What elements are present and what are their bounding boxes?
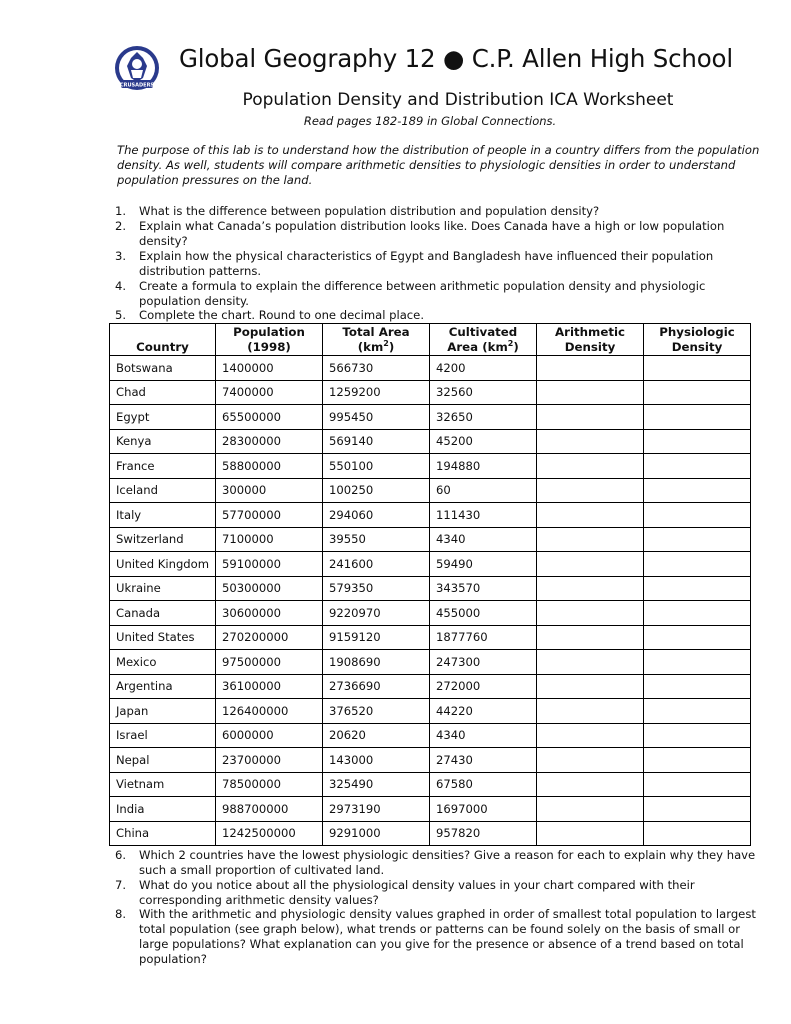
cell-cultivated-area: 247300 xyxy=(430,650,537,675)
cell-physiologic-density[interactable] xyxy=(644,625,751,650)
cell-physiologic-density[interactable] xyxy=(644,429,751,454)
table-row xyxy=(110,454,751,479)
cell-total-area: 9291000 xyxy=(323,821,430,846)
cell-arithmetic-density[interactable] xyxy=(537,429,644,454)
cell-arithmetic-density[interactable] xyxy=(537,503,644,528)
cell-total-area: 2736690 xyxy=(323,674,430,699)
cell-arithmetic-density[interactable] xyxy=(537,772,644,797)
cell-population: 36100000 xyxy=(216,674,323,699)
cell-total-area: 20620 xyxy=(323,723,430,748)
table-row xyxy=(110,821,751,846)
cell-population: 58800000 xyxy=(216,454,323,479)
cell-population: 28300000 xyxy=(216,429,323,454)
table-row xyxy=(110,405,751,430)
purpose-paragraph: The purpose of this lab is to understand how the distribution of people in a country differs from the population density. As well, students will compare arithmetic densities to physiologic densities in order to understand population pressures on the land. xyxy=(117,143,760,187)
cell-country: Botswana xyxy=(110,356,216,381)
table-row xyxy=(110,576,751,601)
cell-arithmetic-density[interactable] xyxy=(537,454,644,479)
cell-country: Iceland xyxy=(110,478,216,503)
cell-physiologic-density[interactable] xyxy=(644,454,751,479)
cell-physiologic-density[interactable] xyxy=(644,723,751,748)
cell-country: Israel xyxy=(110,723,216,748)
question-text: With the arithmetic and physiologic density values graphed in order of smallest total population to largest total population (see graph below), what trends or patterns can be found solely on the basis of small or large populations? What explanation can you give for the presence or absence of a trend based on total population? xyxy=(139,907,756,966)
cell-total-area: 376520 xyxy=(323,699,430,724)
cell-total-area: 241600 xyxy=(323,552,430,577)
cell-physiologic-density[interactable] xyxy=(644,674,751,699)
question-number: 1. xyxy=(115,204,127,218)
header-cultivated-area: Cultivated Area $(km^2)$ xyxy=(430,324,537,356)
cell-arithmetic-density[interactable] xyxy=(537,405,644,430)
cell-population: 1242500000 xyxy=(216,821,323,846)
table-row xyxy=(110,797,751,822)
cell-total-area: 9220970 xyxy=(323,601,430,626)
table-row xyxy=(110,723,751,748)
cell-physiologic-density[interactable] xyxy=(644,527,751,552)
school-title: Global Geography 12 ● C.P. Allen High School xyxy=(179,44,733,73)
cell-country: Canada xyxy=(110,601,216,626)
header-country: Country xyxy=(110,324,216,356)
cell-cultivated-area: 27430 xyxy=(430,748,537,773)
cell-arithmetic-density[interactable] xyxy=(537,527,644,552)
cell-country: China xyxy=(110,821,216,846)
question-text: Create a formula to explain the difference between arithmetic population density and physiologic population density. xyxy=(139,279,706,308)
school-crest-logo xyxy=(113,44,161,92)
cell-physiologic-density[interactable] xyxy=(644,405,751,430)
cell-cultivated-area: 60 xyxy=(430,478,537,503)
cell-total-area: 569140 xyxy=(323,429,430,454)
cell-country: Argentina xyxy=(110,674,216,699)
question-text: Complete the chart. Round to one decimal place. xyxy=(139,308,425,322)
cell-country: Chad xyxy=(110,380,216,405)
table-row xyxy=(110,356,751,381)
question-number: 4. xyxy=(115,279,127,293)
cell-cultivated-area: 111430 xyxy=(430,503,537,528)
table-row xyxy=(110,429,751,454)
cell-arithmetic-density[interactable] xyxy=(537,356,644,381)
cell-physiologic-density[interactable] xyxy=(644,748,751,773)
cell-physiologic-density[interactable] xyxy=(644,380,751,405)
cell-physiologic-density[interactable] xyxy=(644,821,751,846)
cell-population: 97500000 xyxy=(216,650,323,675)
table-row xyxy=(110,527,751,552)
cell-total-area: 1259200 xyxy=(323,380,430,405)
cell-population: 65500000 xyxy=(216,405,323,430)
question-number: 3. xyxy=(115,249,127,263)
cell-physiologic-density[interactable] xyxy=(644,503,751,528)
cell-country: Vietnam xyxy=(110,772,216,797)
cell-arithmetic-density[interactable] xyxy=(537,625,644,650)
cell-cultivated-area: 194880 xyxy=(430,454,537,479)
question-number: 2. xyxy=(115,219,127,233)
reading-instruction: Read pages 182-189 in Global Connections. xyxy=(303,114,557,128)
question-text: Explain how the physical characteristics of Egypt and Bangladesh have influenced their population distribution patterns. xyxy=(139,249,714,278)
cell-country: Japan xyxy=(110,699,216,724)
table-row xyxy=(110,552,751,577)
table-row xyxy=(110,772,751,797)
question-text: What is the difference between population distribution and population density? xyxy=(139,204,600,218)
cell-total-area: 9159120 xyxy=(323,625,430,650)
cell-cultivated-area: 32560 xyxy=(430,380,537,405)
cell-cultivated-area: 4340 xyxy=(430,723,537,748)
cell-arithmetic-density[interactable] xyxy=(537,699,644,724)
cell-population: 59100000 xyxy=(216,552,323,577)
cell-total-area: 579350 xyxy=(323,576,430,601)
header-physiologic-density: Physiologic Density xyxy=(644,324,751,356)
cell-total-area: 1908690 xyxy=(323,650,430,675)
cell-country: Mexico xyxy=(110,650,216,675)
question-number: 6. xyxy=(115,848,127,862)
cell-arithmetic-density[interactable] xyxy=(537,723,644,748)
table-row xyxy=(110,674,751,699)
cell-physiologic-density[interactable] xyxy=(644,576,751,601)
cell-total-area: 2973190 xyxy=(323,797,430,822)
cell-total-area: 566730 xyxy=(323,356,430,381)
cell-cultivated-area: 67580 xyxy=(430,772,537,797)
cell-cultivated-area: 44220 xyxy=(430,699,537,724)
cell-arithmetic-density[interactable] xyxy=(537,552,644,577)
header-arithmetic-density: Arithmetic Density xyxy=(537,324,644,356)
table-row xyxy=(110,699,751,724)
table-header-row xyxy=(110,324,751,356)
question-text: Which 2 countries have the lowest physiologic densities? Give a reason for each to explain why they have such a small proportion of cultivated land. xyxy=(139,848,756,877)
cell-cultivated-area: 4340 xyxy=(430,527,537,552)
cell-arithmetic-density[interactable] xyxy=(537,576,644,601)
cell-population: 300000 xyxy=(216,478,323,503)
cell-population: 988700000 xyxy=(216,797,323,822)
cell-country: Nepal xyxy=(110,748,216,773)
question-text: Explain what Canada’s population distribution looks like. Does Canada have a high or low population density? xyxy=(139,219,725,248)
question-number: 5. xyxy=(115,308,127,322)
cell-population: 50300000 xyxy=(216,576,323,601)
header-population: Population (1998) xyxy=(216,324,323,356)
cell-total-area: 325490 xyxy=(323,772,430,797)
logo-text: CRUSADERS xyxy=(119,82,155,89)
cell-physiologic-density[interactable] xyxy=(644,772,751,797)
question-number: 8. xyxy=(115,907,127,921)
cell-physiologic-density[interactable] xyxy=(644,478,751,503)
cell-cultivated-area: 32650 xyxy=(430,405,537,430)
cell-cultivated-area: 1877760 xyxy=(430,625,537,650)
cell-arithmetic-density[interactable] xyxy=(537,748,644,773)
question-number: 7. xyxy=(115,878,127,892)
cell-population: 30600000 xyxy=(216,601,323,626)
cell-total-area: 550100 xyxy=(323,454,430,479)
cell-cultivated-area: 1697000 xyxy=(430,797,537,822)
cell-physiologic-density[interactable] xyxy=(644,356,751,381)
cell-population: 78500000 xyxy=(216,772,323,797)
cell-country: Kenya xyxy=(110,429,216,454)
cell-physiologic-density[interactable] xyxy=(644,650,751,675)
cell-total-area: 294060 xyxy=(323,503,430,528)
cell-population: 7100000 xyxy=(216,527,323,552)
cell-physiologic-density[interactable] xyxy=(644,601,751,626)
cell-population: 270200000 xyxy=(216,625,323,650)
cell-country: India xyxy=(110,797,216,822)
cell-total-area: 995450 xyxy=(323,405,430,430)
cell-population: 1400000 xyxy=(216,356,323,381)
cell-physiologic-density[interactable] xyxy=(644,699,751,724)
cell-arithmetic-density[interactable] xyxy=(537,821,644,846)
table-row xyxy=(110,478,751,503)
cell-country: Ukraine xyxy=(110,576,216,601)
cell-cultivated-area: 59490 xyxy=(430,552,537,577)
cell-country: Egypt xyxy=(110,405,216,430)
cell-population: 57700000 xyxy=(216,503,323,528)
table-row xyxy=(110,503,751,528)
cell-physiologic-density[interactable] xyxy=(644,552,751,577)
population-data-table xyxy=(109,323,751,846)
cell-country: Italy xyxy=(110,503,216,528)
table-row xyxy=(110,625,751,650)
question-text: What do you notice about all the physiological density values in your chart compared with their corresponding arithmetic density values? xyxy=(139,878,695,907)
cell-arithmetic-density[interactable] xyxy=(537,478,644,503)
worksheet-title: Population Density and Distribution ICA Worksheet xyxy=(242,90,674,110)
table-row xyxy=(110,601,751,626)
cell-physiologic-density[interactable] xyxy=(644,797,751,822)
cell-country: United Kingdom xyxy=(110,552,216,577)
cell-country: United States xyxy=(110,625,216,650)
cell-country: Switzerland xyxy=(110,527,216,552)
table-row xyxy=(110,380,751,405)
cell-arithmetic-density[interactable] xyxy=(537,650,644,675)
cell-cultivated-area: 4200 xyxy=(430,356,537,381)
cell-arithmetic-density[interactable] xyxy=(537,674,644,699)
cell-country: France xyxy=(110,454,216,479)
cell-population: 126400000 xyxy=(216,699,323,724)
cell-total-area: 39550 xyxy=(323,527,430,552)
cell-total-area: 143000 xyxy=(323,748,430,773)
cell-cultivated-area: 455000 xyxy=(430,601,537,626)
cell-population: 6000000 xyxy=(216,723,323,748)
cell-cultivated-area: 957820 xyxy=(430,821,537,846)
cell-cultivated-area: 272000 xyxy=(430,674,537,699)
table-row xyxy=(110,650,751,675)
cell-cultivated-area: 343570 xyxy=(430,576,537,601)
header-total-area: Total Area $(km^2)$ xyxy=(323,324,430,356)
table-row xyxy=(110,748,751,773)
cell-arithmetic-density[interactable] xyxy=(537,797,644,822)
cell-total-area: 100250 xyxy=(323,478,430,503)
cell-arithmetic-density[interactable] xyxy=(537,380,644,405)
cell-arithmetic-density[interactable] xyxy=(537,601,644,626)
cell-population: 23700000 xyxy=(216,748,323,773)
cell-population: 7400000 xyxy=(216,380,323,405)
cell-cultivated-area: 45200 xyxy=(430,429,537,454)
